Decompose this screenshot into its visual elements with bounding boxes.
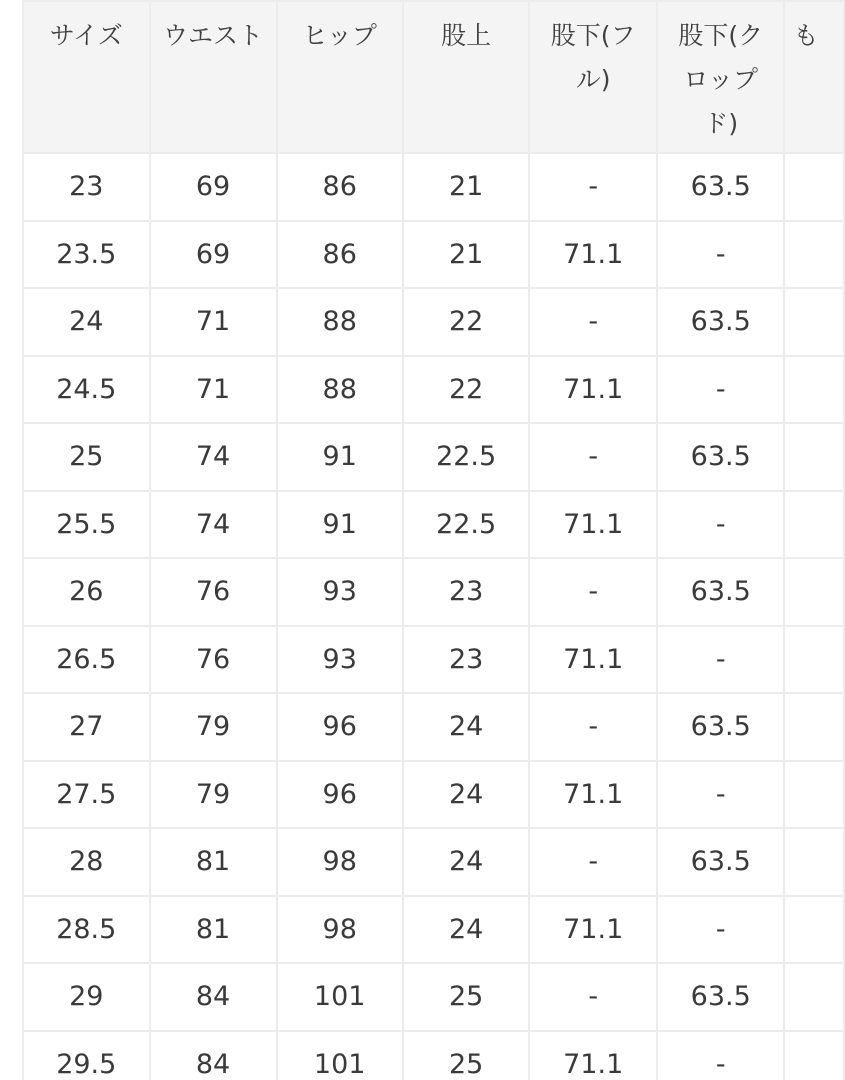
cell-truncated bbox=[784, 693, 844, 761]
cell-hip: 101 bbox=[277, 1031, 403, 1080]
cell-hip: 86 bbox=[277, 153, 403, 221]
cell-size: 23.5 bbox=[23, 221, 150, 289]
cell-inseam-full: 71.1 bbox=[529, 356, 657, 424]
cell-inseam-full: 71.1 bbox=[529, 491, 657, 559]
cell-hip: 96 bbox=[277, 761, 403, 829]
cell-size: 28.5 bbox=[23, 896, 150, 964]
cell-inseam-cropped: - bbox=[657, 626, 785, 694]
cell-rise: 24 bbox=[403, 896, 530, 964]
cell-rise: 25 bbox=[403, 1031, 530, 1080]
table-body bbox=[23, 153, 844, 1080]
cell-rise: 22.5 bbox=[403, 491, 530, 559]
cell-hip: 93 bbox=[277, 558, 403, 626]
cell-inseam-full: - bbox=[529, 828, 657, 896]
table-row bbox=[23, 491, 844, 559]
column-header-line: 股下(フ bbox=[550, 21, 636, 50]
cell-inseam-cropped: 63.5 bbox=[657, 963, 785, 1031]
cell-truncated bbox=[784, 153, 844, 221]
column-header-line: 股上 bbox=[441, 21, 492, 50]
cell-hip: 93 bbox=[277, 626, 403, 694]
table-row bbox=[23, 423, 844, 491]
table-header bbox=[23, 1, 844, 153]
cell-inseam-cropped: 63.5 bbox=[657, 153, 785, 221]
cell-inseam-full: 71.1 bbox=[529, 221, 657, 289]
table-row bbox=[23, 963, 844, 1031]
cell-rise: 22.5 bbox=[403, 423, 530, 491]
cell-hip: 91 bbox=[277, 423, 403, 491]
cell-inseam-cropped: - bbox=[657, 221, 785, 289]
column-header-line: ロップ bbox=[683, 65, 758, 94]
cell-waist: 79 bbox=[150, 761, 277, 829]
cell-inseam-cropped: 63.5 bbox=[657, 693, 785, 761]
cell-inseam-cropped: - bbox=[657, 491, 785, 559]
cell-size: 25 bbox=[23, 423, 150, 491]
table-row bbox=[23, 356, 844, 424]
cell-truncated bbox=[784, 423, 844, 491]
cell-rise: 25 bbox=[403, 963, 530, 1031]
cell-waist: 76 bbox=[150, 626, 277, 694]
cell-inseam-full: - bbox=[529, 153, 657, 221]
table-row bbox=[23, 896, 844, 964]
cell-truncated bbox=[784, 761, 844, 829]
cell-waist: 74 bbox=[150, 491, 277, 559]
cell-inseam-cropped: 63.5 bbox=[657, 288, 785, 356]
cell-inseam-full: 71.1 bbox=[529, 626, 657, 694]
cell-truncated bbox=[784, 491, 844, 559]
column-header-line: サイズ bbox=[49, 21, 123, 50]
column-header-line: も bbox=[793, 21, 819, 50]
column-header-waist bbox=[150, 1, 277, 153]
cell-inseam-cropped: - bbox=[657, 761, 785, 829]
cell-inseam-cropped: - bbox=[657, 896, 785, 964]
cell-rise: 24 bbox=[403, 761, 530, 829]
cell-inseam-cropped: - bbox=[657, 356, 785, 424]
cell-rise: 21 bbox=[403, 153, 530, 221]
cell-truncated bbox=[784, 288, 844, 356]
table-row bbox=[23, 626, 844, 694]
header-row bbox=[23, 1, 844, 153]
cell-size: 25.5 bbox=[23, 491, 150, 559]
cell-waist: 84 bbox=[150, 1031, 277, 1080]
cell-size: 29 bbox=[23, 963, 150, 1031]
cell-rise: 24 bbox=[403, 693, 530, 761]
cell-inseam-full: 71.1 bbox=[529, 1031, 657, 1080]
cell-size: 24 bbox=[23, 288, 150, 356]
cell-hip: 91 bbox=[277, 491, 403, 559]
column-header-line: ル) bbox=[575, 65, 611, 94]
cell-hip: 88 bbox=[277, 288, 403, 356]
cell-waist: 71 bbox=[150, 288, 277, 356]
cell-truncated bbox=[784, 828, 844, 896]
cell-hip: 86 bbox=[277, 221, 403, 289]
cell-truncated bbox=[784, 1031, 844, 1080]
cell-inseam-full: 71.1 bbox=[529, 896, 657, 964]
cell-truncated bbox=[784, 963, 844, 1031]
cell-truncated bbox=[784, 896, 844, 964]
cell-inseam-cropped: 63.5 bbox=[657, 558, 785, 626]
cell-inseam-full: - bbox=[529, 423, 657, 491]
cell-hip: 88 bbox=[277, 356, 403, 424]
cell-rise: 22 bbox=[403, 288, 530, 356]
cell-size: 23 bbox=[23, 153, 150, 221]
table-row bbox=[23, 558, 844, 626]
table-row bbox=[23, 221, 844, 289]
column-header-line: ド) bbox=[703, 109, 739, 138]
cell-waist: 69 bbox=[150, 153, 277, 221]
cell-inseam-full: - bbox=[529, 288, 657, 356]
column-header-inseam-full bbox=[529, 1, 657, 153]
cell-hip: 98 bbox=[277, 896, 403, 964]
cell-rise: 23 bbox=[403, 558, 530, 626]
column-header-hip bbox=[277, 1, 403, 153]
cell-waist: 81 bbox=[150, 828, 277, 896]
column-header-size bbox=[23, 1, 150, 153]
table-row bbox=[23, 693, 844, 761]
cell-rise: 22 bbox=[403, 356, 530, 424]
cell-waist: 84 bbox=[150, 963, 277, 1031]
cell-waist: 76 bbox=[150, 558, 277, 626]
cell-rise: 23 bbox=[403, 626, 530, 694]
table-row bbox=[23, 288, 844, 356]
cell-truncated bbox=[784, 626, 844, 694]
column-header-rise bbox=[403, 1, 530, 153]
cell-hip: 98 bbox=[277, 828, 403, 896]
cell-inseam-cropped: 63.5 bbox=[657, 828, 785, 896]
table-row bbox=[23, 828, 844, 896]
column-header-line: ヒップ bbox=[302, 21, 377, 50]
cell-size: 27.5 bbox=[23, 761, 150, 829]
cell-inseam-full: - bbox=[529, 693, 657, 761]
cell-hip: 101 bbox=[277, 963, 403, 1031]
cell-inseam-cropped: - bbox=[657, 1031, 785, 1080]
size-chart-table bbox=[22, 0, 845, 1080]
cell-waist: 81 bbox=[150, 896, 277, 964]
column-header-truncated bbox=[784, 1, 844, 153]
table-row bbox=[23, 153, 844, 221]
cell-size: 27 bbox=[23, 693, 150, 761]
cell-size: 28 bbox=[23, 828, 150, 896]
cell-truncated bbox=[784, 356, 844, 424]
cell-inseam-cropped: 63.5 bbox=[657, 423, 785, 491]
column-header-line: 股下(ク bbox=[678, 21, 764, 50]
column-header-line: ウエスト bbox=[163, 21, 264, 50]
column-header-inseam-cropped bbox=[657, 1, 785, 153]
cell-hip: 96 bbox=[277, 693, 403, 761]
cell-rise: 24 bbox=[403, 828, 530, 896]
cell-size: 26.5 bbox=[23, 626, 150, 694]
cell-waist: 71 bbox=[150, 356, 277, 424]
cell-size: 29.5 bbox=[23, 1031, 150, 1080]
cell-rise: 21 bbox=[403, 221, 530, 289]
cell-waist: 69 bbox=[150, 221, 277, 289]
cell-inseam-full: - bbox=[529, 963, 657, 1031]
cell-inseam-full: 71.1 bbox=[529, 761, 657, 829]
cell-waist: 74 bbox=[150, 423, 277, 491]
cell-truncated bbox=[784, 221, 844, 289]
table-row bbox=[23, 1031, 844, 1080]
cell-truncated bbox=[784, 558, 844, 626]
cell-waist: 79 bbox=[150, 693, 277, 761]
cell-size: 24.5 bbox=[23, 356, 150, 424]
cell-size: 26 bbox=[23, 558, 150, 626]
table-row bbox=[23, 761, 844, 829]
cell-inseam-full: - bbox=[529, 558, 657, 626]
